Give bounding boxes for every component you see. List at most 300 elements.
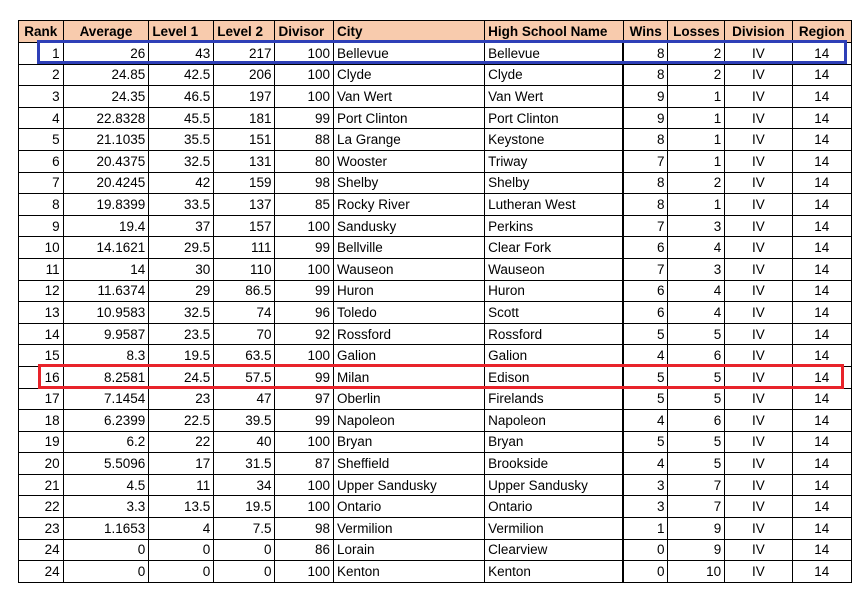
cell-high-school: Perkins [485,215,624,237]
table-row [19,215,852,237]
table-row [19,86,852,108]
cell-divisor: 88 [275,129,333,151]
cell-high-school: Edison [485,366,624,388]
table-row [19,323,852,345]
cell-level1: 30 [149,258,214,280]
cell-wins: 4 [623,410,668,432]
cell-average: 6.2 [63,431,149,453]
cell-level2: 181 [214,107,275,129]
cell-level1: 13.5 [149,496,214,518]
cell-rank: 15 [19,345,64,367]
cell-losses: 5 [668,431,725,453]
cell-divisor: 100 [275,561,333,583]
cell-level2: 157 [214,215,275,237]
cell-region: 14 [792,366,851,388]
cell-level1: 29.5 [149,237,214,259]
cell-wins: 0 [623,539,668,561]
cell-rank: 1 [19,43,64,65]
cell-divisor: 99 [275,107,333,129]
cell-city: Wooster [333,150,484,172]
cell-division: IV [725,410,792,432]
cell-city: Oberlin [333,388,484,410]
table-row [19,150,852,172]
cell-city: Clyde [333,64,484,86]
cell-wins: 5 [623,323,668,345]
cell-division: IV [725,43,792,65]
cell-region: 14 [792,237,851,259]
cell-high-school: Shelby [485,172,624,194]
cell-city: Sandusky [333,215,484,237]
cell-losses: 7 [668,496,725,518]
cell-wins: 6 [623,302,668,324]
cell-divisor: 98 [275,172,333,194]
cell-wins: 8 [623,64,668,86]
cell-losses: 9 [668,539,725,561]
cell-wins: 3 [623,474,668,496]
cell-rank: 13 [19,302,64,324]
cell-region: 14 [792,410,851,432]
table-row [19,172,852,194]
cell-region: 14 [792,215,851,237]
cell-average: 14.1621 [63,237,149,259]
cell-high-school: Firelands [485,388,624,410]
cell-level1: 29 [149,280,214,302]
table-row [19,388,852,410]
cell-divisor: 97 [275,388,333,410]
cell-rank: 24 [19,561,64,583]
cell-level1: 45.5 [149,107,214,129]
cell-region: 14 [792,43,851,65]
cell-divisor: 100 [275,345,333,367]
cell-city: Rossford [333,323,484,345]
cell-average: 14 [63,258,149,280]
table-row [19,129,852,151]
standings-table [18,20,852,583]
cell-high-school: Triway [485,150,624,172]
cell-rank: 23 [19,518,64,540]
cell-high-school: Upper Sandusky [485,474,624,496]
table-row [19,410,852,432]
cell-level1: 11 [149,474,214,496]
cell-division: IV [725,215,792,237]
cell-city: Napoleon [333,410,484,432]
cell-region: 14 [792,561,851,583]
cell-wins: 4 [623,453,668,475]
cell-level1: 4 [149,518,214,540]
cell-rank: 16 [19,366,64,388]
cell-level1: 23.5 [149,323,214,345]
cell-division: IV [725,431,792,453]
cell-region: 14 [792,539,851,561]
table-row [19,518,852,540]
cell-rank: 2 [19,64,64,86]
cell-average: 10.9583 [63,302,149,324]
cell-high-school: Clearview [485,539,624,561]
cell-city: Milan [333,366,484,388]
cell-region: 14 [792,258,851,280]
table-body [19,43,852,583]
cell-average: 20.4375 [63,150,149,172]
cell-rank: 20 [19,453,64,475]
cell-level1: 32.5 [149,150,214,172]
table-row [19,107,852,129]
cell-rank: 18 [19,410,64,432]
cell-rank: 6 [19,150,64,172]
cell-high-school: Napoleon [485,410,624,432]
cell-city: Huron [333,280,484,302]
cell-high-school: Wauseon [485,258,624,280]
cell-rank: 22 [19,496,64,518]
cell-average: 4.5 [63,474,149,496]
cell-region: 14 [792,129,851,151]
table-row [19,43,852,65]
cell-high-school: Van Wert [485,86,624,108]
cell-high-school: Huron [485,280,624,302]
table-row [19,237,852,259]
cell-division: IV [725,366,792,388]
cell-region: 14 [792,86,851,108]
cell-level1: 42 [149,172,214,194]
cell-losses: 6 [668,345,725,367]
cell-losses: 6 [668,410,725,432]
cell-average: 3.3 [63,496,149,518]
cell-divisor: 85 [275,194,333,216]
cell-rank: 3 [19,86,64,108]
table-row [19,496,852,518]
cell-wins: 1 [623,518,668,540]
cell-level2: 40 [214,431,275,453]
cell-division: IV [725,129,792,151]
cell-losses: 4 [668,302,725,324]
cell-level2: 31.5 [214,453,275,475]
cell-region: 14 [792,150,851,172]
cell-division: IV [725,388,792,410]
cell-wins: 0 [623,561,668,583]
cell-divisor: 99 [275,280,333,302]
cell-rank: 5 [19,129,64,151]
cell-wins: 8 [623,172,668,194]
cell-rank: 7 [19,172,64,194]
cell-divisor: 92 [275,323,333,345]
cell-divisor: 100 [275,431,333,453]
cell-average: 1.1653 [63,518,149,540]
cell-wins: 7 [623,215,668,237]
cell-level1: 32.5 [149,302,214,324]
cell-city: Sheffield [333,453,484,475]
cell-average: 6.2399 [63,410,149,432]
cell-level1: 24.5 [149,366,214,388]
cell-level1: 22 [149,431,214,453]
header-level1: Level 1 [149,21,214,43]
cell-level2: 0 [214,539,275,561]
cell-divisor: 100 [275,43,333,65]
cell-wins: 8 [623,129,668,151]
cell-high-school: Lutheran West [485,194,624,216]
cell-city: Upper Sandusky [333,474,484,496]
cell-high-school: Bryan [485,431,624,453]
cell-rank: 9 [19,215,64,237]
cell-wins: 6 [623,280,668,302]
cell-losses: 4 [668,280,725,302]
cell-losses: 3 [668,258,725,280]
cell-level1: 42.5 [149,64,214,86]
cell-city: Ontario [333,496,484,518]
cell-level1: 22.5 [149,410,214,432]
cell-average: 26 [63,43,149,65]
cell-level2: 74 [214,302,275,324]
cell-division: IV [725,280,792,302]
header-rank: Rank [19,21,64,43]
cell-rank: 14 [19,323,64,345]
cell-wins: 7 [623,150,668,172]
cell-division: IV [725,172,792,194]
cell-high-school: Ontario [485,496,624,518]
cell-city: Kenton [333,561,484,583]
cell-city: Vermilion [333,518,484,540]
cell-level2: 57.5 [214,366,275,388]
cell-city: Lorain [333,539,484,561]
cell-divisor: 96 [275,302,333,324]
cell-rank: 10 [19,237,64,259]
cell-divisor: 80 [275,150,333,172]
cell-level2: 151 [214,129,275,151]
header-average: Average [63,21,149,43]
cell-level1: 43 [149,43,214,65]
cell-average: 22.8328 [63,107,149,129]
cell-level2: 19.5 [214,496,275,518]
cell-region: 14 [792,453,851,475]
table-row [19,194,852,216]
cell-high-school: Vermilion [485,518,624,540]
header-region: Region [792,21,851,43]
cell-average: 19.8399 [63,194,149,216]
cell-level2: 7.5 [214,518,275,540]
cell-level2: 47 [214,388,275,410]
cell-level2: 217 [214,43,275,65]
cell-losses: 3 [668,215,725,237]
cell-level1: 19.5 [149,345,214,367]
table-row [19,474,852,496]
cell-wins: 5 [623,388,668,410]
cell-region: 14 [792,496,851,518]
cell-average: 11.6374 [63,280,149,302]
cell-division: IV [725,64,792,86]
cell-level1: 35.5 [149,129,214,151]
cell-losses: 1 [668,107,725,129]
cell-average: 9.9587 [63,323,149,345]
cell-division: IV [725,474,792,496]
cell-level1: 0 [149,539,214,561]
cell-level2: 131 [214,150,275,172]
cell-division: IV [725,496,792,518]
cell-divisor: 100 [275,258,333,280]
cell-divisor: 100 [275,474,333,496]
cell-divisor: 99 [275,410,333,432]
cell-high-school: Brookside [485,453,624,475]
cell-average: 24.85 [63,64,149,86]
cell-average: 21.1035 [63,129,149,151]
cell-rank: 17 [19,388,64,410]
cell-wins: 7 [623,258,668,280]
cell-level1: 17 [149,453,214,475]
cell-divisor: 100 [275,496,333,518]
cell-region: 14 [792,323,851,345]
cell-average: 7.1454 [63,388,149,410]
cell-wins: 3 [623,496,668,518]
header-city: City [333,21,484,43]
cell-region: 14 [792,107,851,129]
cell-division: IV [725,258,792,280]
cell-division: IV [725,518,792,540]
cell-losses: 5 [668,323,725,345]
header-high-school: High School Name [485,21,624,43]
cell-level2: 137 [214,194,275,216]
header-division: Division [725,21,792,43]
cell-average: 24.35 [63,86,149,108]
cell-losses: 1 [668,129,725,151]
cell-city: Port Clinton [333,107,484,129]
cell-region: 14 [792,431,851,453]
cell-city: Bellevue [333,43,484,65]
cell-level2: 159 [214,172,275,194]
cell-level2: 39.5 [214,410,275,432]
table-row [19,64,852,86]
cell-region: 14 [792,280,851,302]
cell-city: Bryan [333,431,484,453]
cell-region: 14 [792,474,851,496]
cell-wins: 9 [623,107,668,129]
cell-level1: 46.5 [149,86,214,108]
cell-rank: 21 [19,474,64,496]
cell-city: Wauseon [333,258,484,280]
cell-high-school: Rossford [485,323,624,345]
cell-level1: 33.5 [149,194,214,216]
cell-level2: 86.5 [214,280,275,302]
cell-losses: 5 [668,453,725,475]
cell-high-school: Kenton [485,561,624,583]
cell-wins: 4 [623,345,668,367]
cell-high-school: Clear Fork [485,237,624,259]
cell-rank: 8 [19,194,64,216]
cell-region: 14 [792,518,851,540]
cell-division: IV [725,302,792,324]
cell-level2: 206 [214,64,275,86]
cell-city: Toledo [333,302,484,324]
cell-division: IV [725,86,792,108]
cell-level2: 70 [214,323,275,345]
cell-rank: 24 [19,539,64,561]
cell-division: IV [725,453,792,475]
cell-wins: 8 [623,43,668,65]
cell-region: 14 [792,302,851,324]
cell-level2: 110 [214,258,275,280]
cell-high-school: Port Clinton [485,107,624,129]
cell-level2: 197 [214,86,275,108]
cell-region: 14 [792,64,851,86]
cell-rank: 19 [19,431,64,453]
cell-losses: 9 [668,518,725,540]
cell-level1: 37 [149,215,214,237]
cell-wins: 6 [623,237,668,259]
cell-divisor: 100 [275,86,333,108]
table-row [19,258,852,280]
cell-division: IV [725,345,792,367]
cell-losses: 1 [668,150,725,172]
cell-region: 14 [792,388,851,410]
cell-losses: 2 [668,43,725,65]
table-row [19,280,852,302]
table-row [19,431,852,453]
cell-division: IV [725,150,792,172]
header-divisor: Divisor [275,21,333,43]
table-row [19,302,852,324]
header-losses: Losses [668,21,725,43]
cell-losses: 1 [668,86,725,108]
cell-divisor: 87 [275,453,333,475]
cell-wins: 5 [623,431,668,453]
cell-high-school: Scott [485,302,624,324]
cell-average: 20.4245 [63,172,149,194]
cell-wins: 9 [623,86,668,108]
cell-region: 14 [792,172,851,194]
cell-rank: 12 [19,280,64,302]
cell-level1: 23 [149,388,214,410]
cell-level2: 34 [214,474,275,496]
cell-wins: 5 [623,366,668,388]
cell-level2: 111 [214,237,275,259]
cell-high-school: Galion [485,345,624,367]
cell-divisor: 98 [275,518,333,540]
cell-divisor: 100 [275,215,333,237]
cell-losses: 1 [668,194,725,216]
cell-rank: 4 [19,107,64,129]
cell-division: IV [725,323,792,345]
cell-wins: 8 [623,194,668,216]
cell-city: La Grange [333,129,484,151]
cell-divisor: 99 [275,366,333,388]
cell-losses: 4 [668,237,725,259]
table-row [19,366,852,388]
table-row [19,345,852,367]
cell-divisor: 99 [275,237,333,259]
cell-high-school: Keystone [485,129,624,151]
cell-average: 0 [63,539,149,561]
cell-average: 8.2581 [63,366,149,388]
cell-high-school: Clyde [485,64,624,86]
cell-region: 14 [792,345,851,367]
cell-high-school: Bellevue [485,43,624,65]
cell-losses: 2 [668,64,725,86]
cell-losses: 2 [668,172,725,194]
cell-level2: 0 [214,561,275,583]
cell-city: Galion [333,345,484,367]
cell-level2: 63.5 [214,345,275,367]
cell-average: 0 [63,561,149,583]
header-row [19,21,852,43]
cell-losses: 10 [668,561,725,583]
cell-division: IV [725,194,792,216]
cell-region: 14 [792,194,851,216]
cell-rank: 11 [19,258,64,280]
table-row [19,539,852,561]
table-row [19,561,852,583]
cell-average: 8.3 [63,345,149,367]
cell-city: Bellville [333,237,484,259]
header-wins: Wins [623,21,668,43]
cell-division: IV [725,561,792,583]
cell-losses: 5 [668,388,725,410]
header-level2: Level 2 [214,21,275,43]
